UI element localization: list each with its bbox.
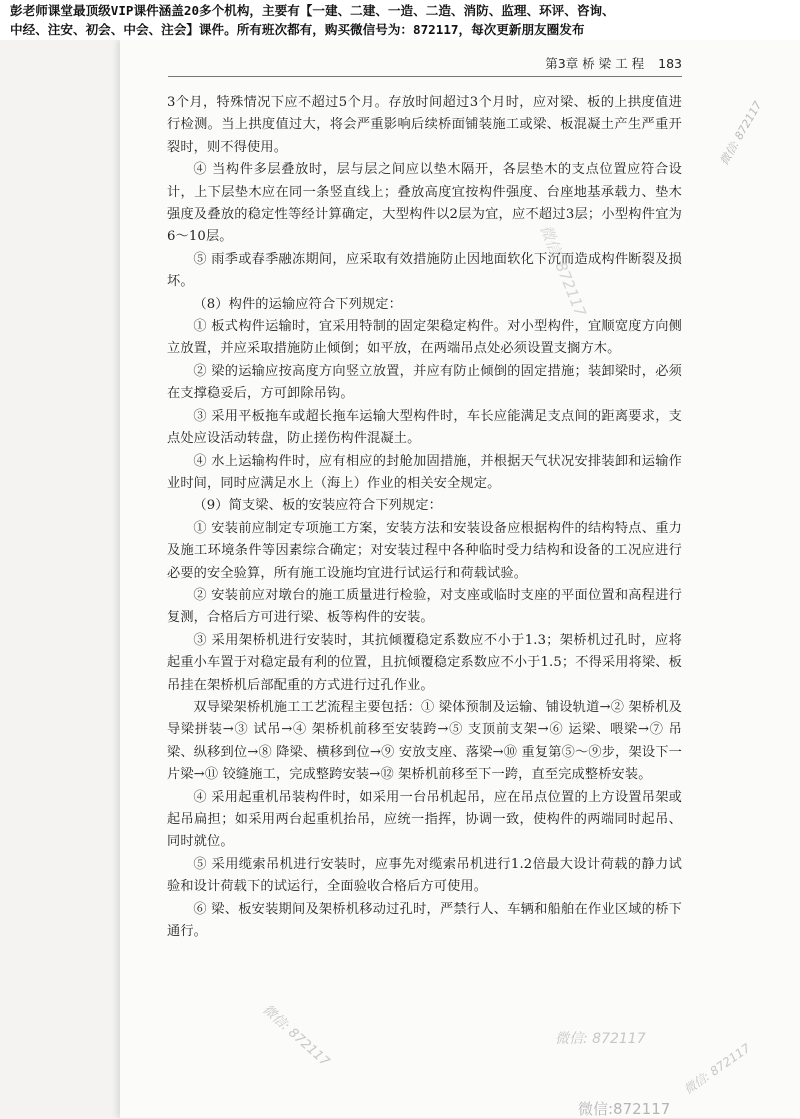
watermark: 微信:872117	[578, 1100, 671, 1118]
paragraph: ④ 水上运输构件时，应有相应的封舱加固措施，并根据天气状况安排装卸和运输作业时间，同时应满足水上（海上）作业的相关安全规定。	[167, 453, 682, 491]
paragraph: ④ 当构件多层叠放时，层与层之间应以垫木隔开，各层垫木的支点位置应符合设计，上下层垫木应在同一条竖直线上；叠放高度宜按构件强度、台座地基承载力、垫木强度及叠放的稳定性等经计算确定，大型构件以2层为宜，应不超过3层；小型构件宜为6～10层。	[167, 162, 682, 245]
ad-banner-line-2: 中经、注安、初会、中会、注会】课件。所有班次都有，购买微信号为：872117，每次更新朋友圈发布	[10, 22, 585, 37]
running-header	[168, 54, 682, 77]
paragraph: ② 梁的运输应按高度方向竖立放置，并应有防止倾倒的固定措施；装卸梁时，必须在支撑稳妥后，方可卸除吊钩。	[167, 363, 682, 402]
paragraph: ① 安装前应制定专项施工方案，安装方法和安装设备应根据构件的结构特点、重力及施工环境条件等因素综合确定；对安装过程中各种临时受力结构和设备的工况应进行必要的安全验算，所有施工设施均宜进行试运行和荷载试验。	[167, 520, 682, 581]
paragraph: ⑤ 雨季或春季融冻期间，应采取有效措施防止因地面软化下沉而造成构件断裂及损坏。	[167, 251, 682, 290]
ad-banner-line-1: 彭老师课堂最顶级VIP课件涵盖20多个机构，主要有【一建、二建、一造、二造、消防、监理、环评、咨询、	[10, 3, 615, 18]
ad-banner	[0, 0, 800, 40]
watermark: 微信: 872117	[717, 99, 765, 168]
watermark: 微信: 872117	[259, 1002, 333, 1070]
paragraph: ① 板式构件运输时，宜采用特制的固定架稳定构件。对小型构件，宜顺宽度方向侧立放置，并应采取措施防止倾倒；如平放，在两端吊点处必须设置支搁方木。	[167, 319, 682, 357]
paragraph: ⑥ 梁、板安装期间及架桥机移动过孔时，严禁行人、车辆和船舶在作业区域的桥下通行。	[167, 901, 682, 940]
body-text	[167, 92, 682, 943]
paragraph: ⑤ 采用缆索吊机进行安装时，应事先对缆索吊机进行1.2倍最大设计荷载的静力试验和设计荷载下的试运行，全面验收合格后方可使用。	[167, 856, 682, 895]
paragraph: 双导梁架桥机施工工艺流程主要包括：① 梁体预制及运输、铺设轨道→② 架桥机及导梁拼装→③ 试吊→④ 架桥机前移至安装跨→⑤ 支顶前支架→⑥ 运梁、喂梁→⑦ 吊梁、纵移到位→⑧ 降梁、横移到位→⑨ 安放支座、落梁→⑩ 重复第⑤～⑨步，架设下一片梁→⑪ 铰缝施工，完成整跨安装→⑫ 架桥机前移至下一跨，直至完成整桥安装。	[167, 699, 682, 783]
paragraph: ③ 采用平板拖车或超长拖车运输大型构件时，车长应能满足支点间的距离要求，支点处应设活动转盘，防止搓伤构件混凝土。	[167, 408, 682, 447]
paragraph: 3个月，特殊情况下应不超过5个月。存放时间超过3个月时，应对梁、板的上拱度值进行检测。当上拱度值过大，将会严重影响后续桥面铺装施工或梁、板混凝土产生严重开裂时，则不得使用。	[167, 95, 682, 155]
paragraph: ④ 采用起重机吊装构件时，如采用一台吊机起吊，应在吊点位置的上方设置吊架或起吊扁担；如采用两台起重机抬吊，应统一指挥，协调一致，使构件的两端同时起吊、同时就位。	[167, 789, 682, 850]
paragraph: （9）简支梁、板的安装应符合下列规定：	[193, 498, 443, 514]
paragraph: ② 安装前应对墩台的施工质量进行检验，对支座或临时支座的平面位置和高程进行复测，合格后方可进行梁、板等构件的安装。	[167, 587, 682, 626]
watermark: 微信: 872117	[536, 222, 590, 320]
watermark: 微信: 872117	[681, 1040, 753, 1097]
book-page	[120, 40, 800, 1118]
page-number: 183	[658, 56, 682, 71]
paragraph: ③ 采用架桥机进行安装时，其抗倾覆稳定系数应不小于1.3；架桥机过孔时，应将起重小车置于对稳定最有利的位置，且抗倾覆稳定系数应不小于1.5；不得采用将梁、板吊挂在架桥机后部配重的方式进行过孔作业。	[167, 632, 682, 693]
paragraph: （8）构件的运输应符合下列规定：	[193, 296, 402, 312]
chapter-title: 第3章 桥 梁 工 程	[545, 56, 645, 71]
watermark: 微信: 872117	[555, 1031, 646, 1047]
